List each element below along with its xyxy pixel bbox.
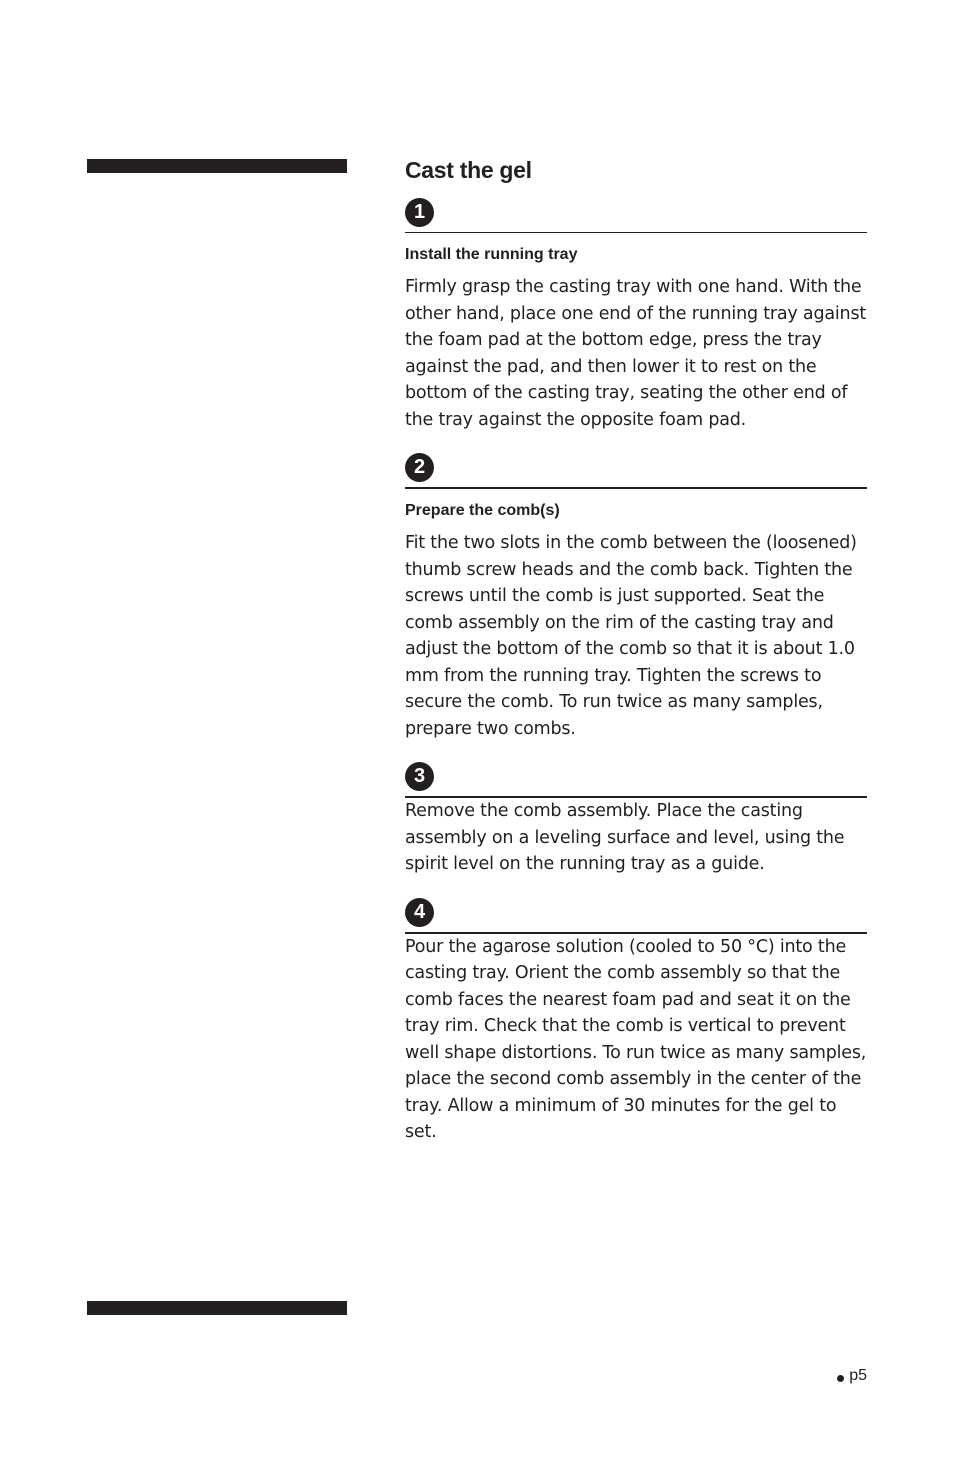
- step-number-badge: 4: [405, 898, 434, 927]
- step-3: [405, 760, 867, 878]
- step-4: [405, 896, 867, 1146]
- step-number-badge: 2: [405, 453, 434, 482]
- step-body: Fit the two slots in the comb between the (loosened) thumb screw heads and the comb back. Tighten the screws until the comb is just supported. Seat the comb assembly on the rim of the casting tray and adjust the bottom of the comb so that it is about 1.0 mm from the running tray. Tighten the screws to secure the comb. To run twice as many samples, prepare two combs.: [405, 533, 857, 739]
- step-header: [405, 451, 867, 489]
- bullet-icon: [837, 1375, 844, 1382]
- step-body: Firmly grasp the casting tray with one hand. With the other hand, place one end of the running tray against the foam pad at the bottom edge, press the tray against the pad, and then lower it to rest on the bottom of the casting tray, seating the other end of the tray against the opposite foam pad.: [405, 277, 867, 430]
- page-number: [837, 1367, 867, 1385]
- bottom-decorative-bar: [87, 1301, 347, 1315]
- step-header: [405, 760, 867, 798]
- step-title: Prepare the comb(s): [405, 502, 560, 519]
- step-title: Install the running tray: [405, 246, 578, 263]
- step-1: [405, 196, 867, 433]
- page-number-label: p5: [849, 1367, 867, 1384]
- step-header: [405, 196, 867, 233]
- top-decorative-bar: [87, 159, 347, 173]
- step-number-badge: 3: [405, 762, 434, 791]
- step-header: [405, 896, 867, 934]
- step-body: Pour the agarose solution (cooled to 50 °C) into the casting tray. Orient the comb assembly so that the comb faces the nearest foam pad and seat it on the tray rim. Check that the comb is vertical to prevent well shape distortions. To run twice as many samples, place the second comb assembly in the center of the tray. Allow a minimum of 30 minutes for the gel to set.: [405, 936, 867, 1142]
- step-body: Remove the comb assembly. Place the casting assembly on a leveling surface and level, using the spirit level on the running tray as a guide.: [405, 801, 845, 874]
- section-title: Cast the gel: [405, 157, 532, 183]
- step-2: [405, 451, 867, 742]
- main-content: [405, 152, 867, 1146]
- step-number-badge: 1: [405, 198, 434, 227]
